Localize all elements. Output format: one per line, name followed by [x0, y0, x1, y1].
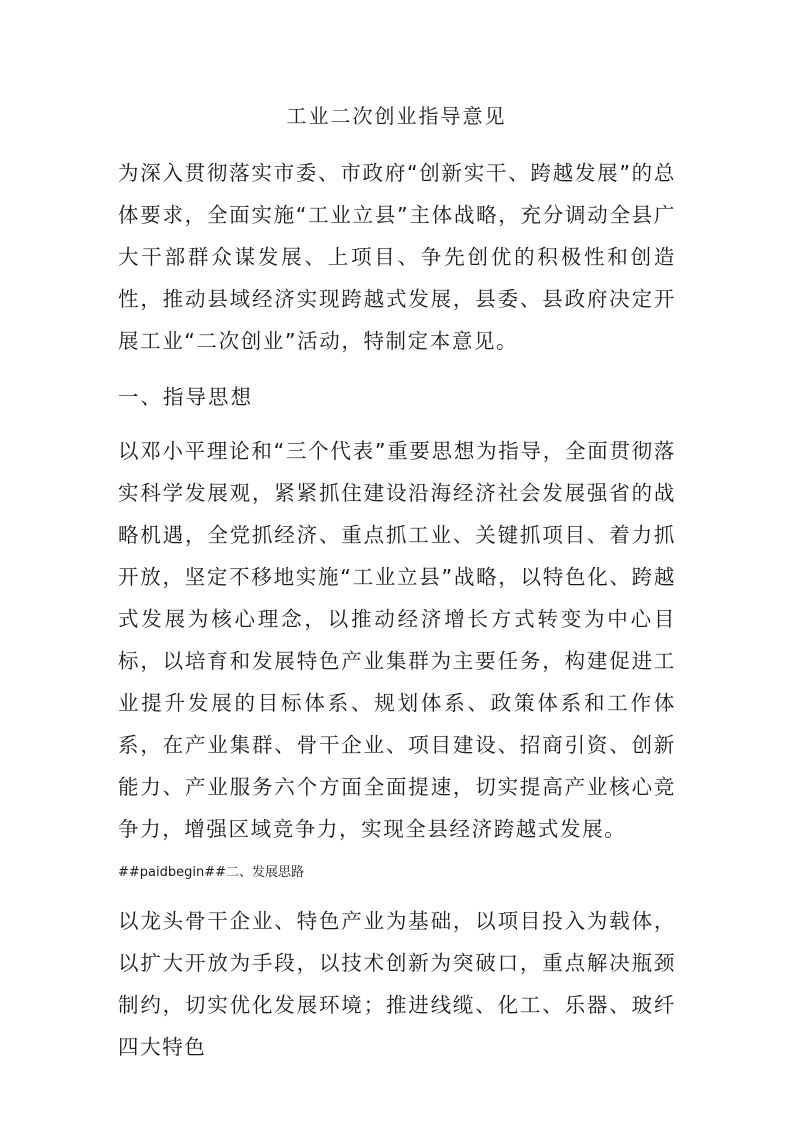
section-heading-development-approach: ##paidbegin##二、发展思路 — [118, 865, 305, 880]
section-heading-guiding-ideology: 一、指导思想 — [118, 385, 253, 409]
development-approach-paragraph: 以龙头骨干企业、特色产业为基础，以项目投入为载体，以扩大开放为手段，以技术创新为突破口，重点解决瓶颈制约，切实优化发展环境；推进线缆、化工、乐器、玻纤四大特色 — [118, 909, 676, 1059]
document-title: 工业二次创业指导意见 — [286, 104, 507, 128]
guiding-ideology-paragraph: 以邓小平理论和“三个代表”重要思想为指导，全面贯彻落实科学发展观，紧紧抓住建设沿海经济社会发展强省的战略机遇，全党抓经济、重点抓工业、关键抓项目、着力抓开放，坚定不移地实施“工业立县”战略，以特色化、跨越式发展为核心理念，以推动经济增长方式转变为中心目标，以培育和发展特色产业集群为主要任务，构建促进工业提升发展的目标体系、规划体系、政策体系和工作体系，在产业集群、骨干企业、项目建设、招商引资、创新能力、产业服务六个方面全面提速，切实提高产业核心竞争力，增强区域竞争力，实现全县经济跨越式发展。 — [118, 439, 676, 841]
document-body — [118, 152, 676, 1068]
intro-paragraph: 为深入贯彻落实市委、市政府“创新实干、跨越发展”的总体要求，全面实施“工业立县”主体战略，充分调动全县广大干部群众谋发展、上项目、争先创优的积极性和创造性，推动县域经济实现跨越式发展，县委、县政府决定开展工业“二次创业”活动，特制定本意见。 — [118, 161, 676, 353]
